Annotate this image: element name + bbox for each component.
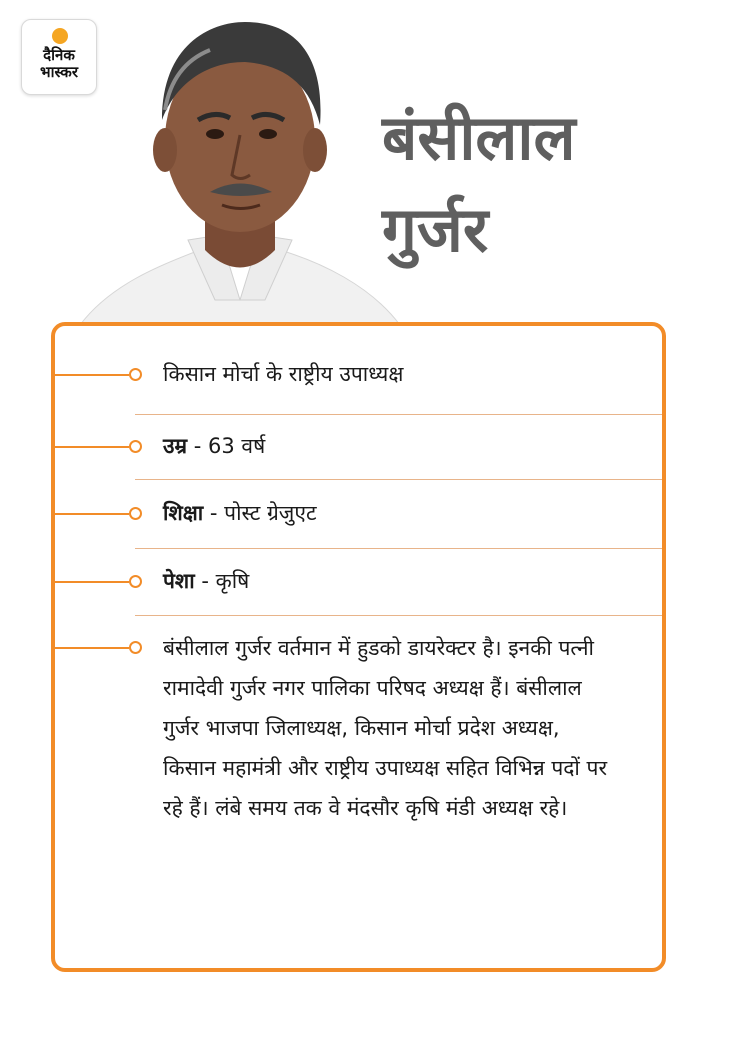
list-item: [55, 480, 662, 549]
bullet-icon: [129, 440, 142, 453]
person-name-line1: बंसीलाल: [382, 101, 576, 174]
bullet-icon: [129, 507, 142, 520]
person-name: [382, 92, 712, 276]
profile-card: [51, 322, 666, 972]
bio-text: बंसीलाल गुर्जर वर्तमान में हुडको डायरेक्टर है। इनकी पत्नी रामादेवी गुर्जर नगर पालिका परिषद अध्यक्ष हैं। बंसीलाल गुर्जर भाजपा जिलाध्यक्ष, किसान मोर्चा प्रदेश अध्यक्ष, किसान महामंत्री और राष्ट्रीय उपाध्यक्ष सहित विभिन्न पदों पर रहे हैं। लंबे समय तक वे मंदसौर कृषि मंडी अध्यक्ष रहे।: [163, 636, 608, 820]
bullet-icon: [129, 368, 142, 381]
list-item: [55, 415, 662, 480]
item-value: 63 वर्ष: [208, 434, 266, 458]
item-label: शिक्षा: [163, 501, 204, 525]
logo-text-line2: भास्कर: [40, 63, 78, 81]
item-value: पोस्ट ग्रेजुएट: [224, 501, 317, 525]
item-separator: -: [187, 434, 209, 458]
list-item: [55, 549, 662, 616]
bullet-icon: [129, 641, 142, 654]
item-label: पेशा: [163, 569, 195, 593]
portrait-photo: [70, 0, 410, 325]
bio-item: [55, 616, 662, 956]
item-separator: -: [203, 501, 225, 525]
list-item: [55, 326, 662, 415]
item-value: कृषि: [215, 569, 250, 593]
logo-text-line1: दैनिक: [43, 46, 75, 64]
item-value: किसान मोर्चा के राष्ट्रीय उपाध्यक्ष: [163, 362, 404, 386]
item-label: उम्र: [163, 434, 188, 458]
item-separator: -: [194, 569, 216, 593]
bullet-icon: [129, 575, 142, 588]
sun-icon: [52, 28, 68, 44]
person-name-line2: गुर्जर: [382, 193, 489, 266]
